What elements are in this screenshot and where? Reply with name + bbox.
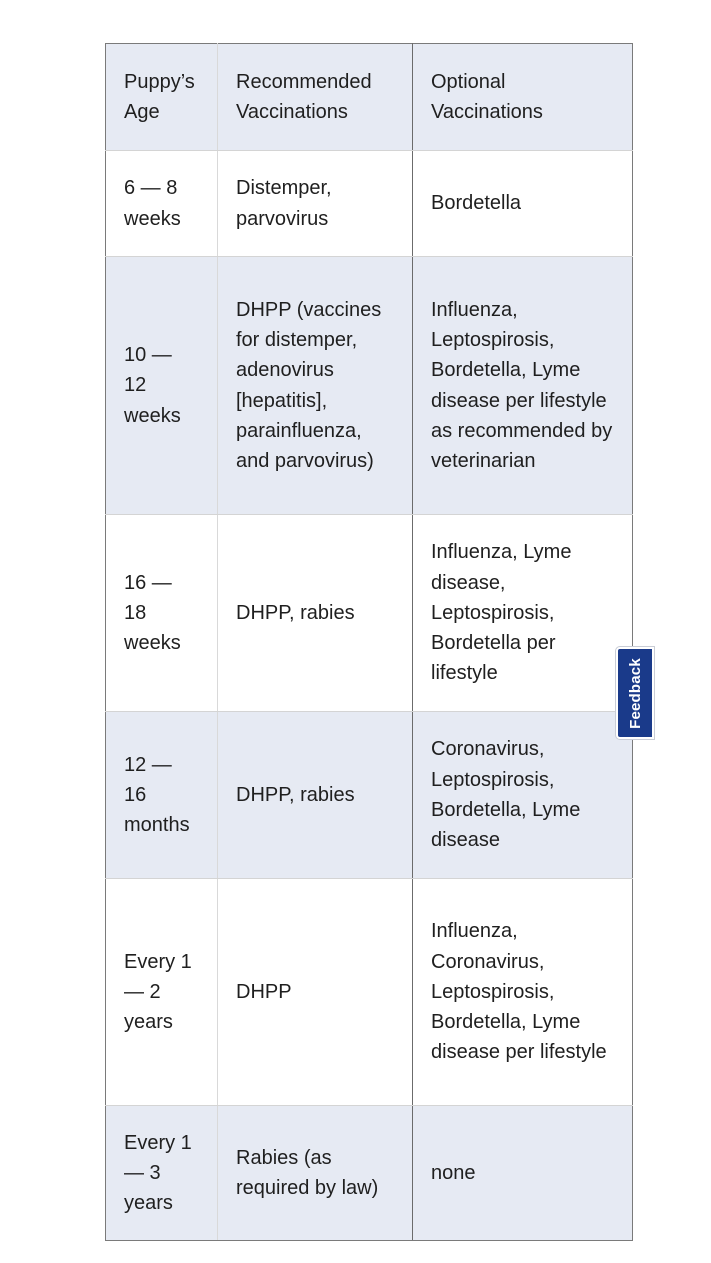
cell-age: 16 — 18 weeks: [106, 515, 218, 712]
table-row: [106, 712, 633, 879]
feedback-button[interactable]: [616, 647, 654, 739]
cell-optional: Coronavirus, Leptospirosis, Bordetella, Lyme disease: [413, 712, 633, 879]
cell-age: 10 — 12 weeks: [106, 257, 218, 515]
cell-recommended: DHPP: [218, 879, 413, 1106]
cell-age: Every 1 — 2 years: [106, 879, 218, 1106]
cell-optional: Influenza, Leptospirosis, Bordetella, Lyme disease per lifestyle as recommended by veterinarian: [413, 257, 633, 515]
header-optional-vaccinations: Optional Vaccinations: [413, 44, 633, 151]
cell-optional: Influenza, Lyme disease, Leptospirosis, Bordetella per lifestyle: [413, 515, 633, 712]
cell-age: Every 1 — 3 years: [106, 1106, 218, 1241]
vaccination-schedule-table: [105, 43, 633, 1241]
cell-age: 12 — 16 months: [106, 712, 218, 879]
cell-recommended: DHPP (vaccines for distemper, adenovirus [hepatitis], parainfluenza, and parvovirus): [218, 257, 413, 515]
table-row: [106, 515, 633, 712]
table-row: [106, 257, 633, 515]
table-row: [106, 1106, 633, 1241]
table-header-row: [106, 44, 633, 151]
table-row: [106, 879, 633, 1106]
cell-age: 6 — 8 weeks: [106, 151, 218, 257]
cell-recommended: DHPP, rabies: [218, 712, 413, 879]
table-row: [106, 151, 633, 257]
cell-optional: none: [413, 1106, 633, 1241]
cell-recommended: Distemper, parvovirus: [218, 151, 413, 257]
feedback-label: Feedback: [626, 657, 644, 729]
header-puppy-age: Puppy’s Age: [106, 44, 218, 151]
cell-optional: Influenza, Coronavirus, Leptospirosis, Bordetella, Lyme disease per lifestyle: [413, 879, 633, 1106]
cell-recommended: Rabies (as required by law): [218, 1106, 413, 1241]
cell-optional: Bordetella: [413, 151, 633, 257]
header-recommended-vaccinations: Recommended Vaccinations: [218, 44, 413, 151]
cell-recommended: DHPP, rabies: [218, 515, 413, 712]
